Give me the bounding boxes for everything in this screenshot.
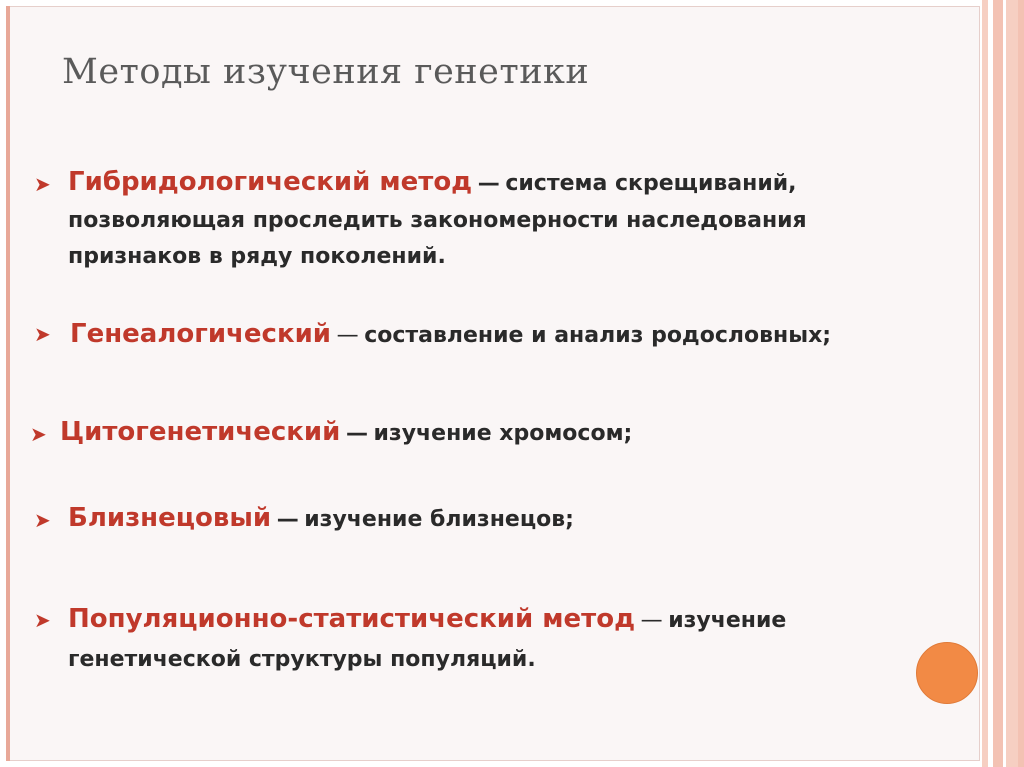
list-item (60, 414, 632, 453)
item-term: Цитогенетический (60, 417, 341, 447)
item-term: Популяционно-статистический метод (68, 604, 636, 634)
item-dash: — (477, 171, 500, 196)
item-description: изучение хромосом; (373, 421, 633, 446)
item-term: Генеалогический (70, 319, 332, 349)
decor-stripe (1006, 0, 1018, 767)
item-dash: — (640, 608, 663, 633)
item-description: составление и анализ родословных; (364, 323, 832, 348)
item-description: признаков в ряду поколений. (68, 244, 446, 269)
item-dash: — (336, 323, 359, 348)
item-description: система скрещиваний, (505, 171, 797, 196)
arrow-right-icon: ➤ (34, 608, 51, 632)
item-term: Гибридологический метод (68, 167, 473, 197)
list-item (68, 164, 807, 275)
item-dash: — (345, 421, 368, 446)
item-term: Близнецовый (68, 503, 272, 533)
arrow-right-icon: ➤ (34, 172, 51, 196)
left-accent-rule (6, 6, 10, 761)
decor-stripe (993, 0, 1003, 767)
item-dash: — (276, 507, 299, 532)
item-description: генетической структуры популяций. (68, 647, 536, 672)
slide-title: Методы изучения генетики (62, 52, 590, 92)
item-description: изучение (668, 608, 787, 633)
list-item (70, 316, 831, 355)
list-item (68, 500, 574, 539)
arrow-right-icon: ➤ (34, 508, 51, 532)
decor-stripe (1018, 0, 1024, 767)
arrow-right-icon: ➤ (30, 422, 47, 446)
decor-stripe (982, 0, 988, 767)
item-description: изучение близнецов; (304, 507, 574, 532)
decorative-circle (916, 642, 978, 704)
arrow-right-icon: ➤ (34, 322, 51, 346)
list-item (68, 600, 786, 679)
item-description: позволяющая проследить закономерности наследования (68, 208, 807, 233)
